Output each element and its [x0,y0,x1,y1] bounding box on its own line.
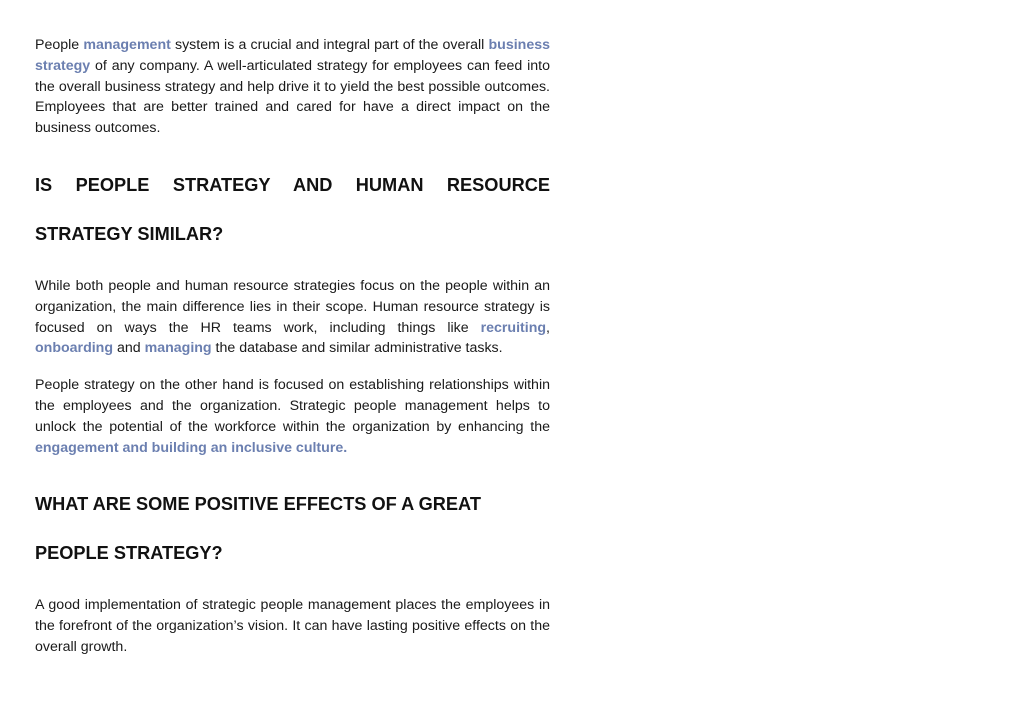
intro-paragraph [35,35,550,139]
onboarding-link[interactable]: onboarding [35,340,114,357]
text-segment: system is a crucial and integral part of the overall [170,37,489,53]
text-segment: , [546,319,550,336]
managing-link[interactable]: managing [144,340,212,357]
heading-line: STRATEGY SIMILAR? [35,223,224,244]
text-segment: People [35,37,84,53]
article-body [35,35,550,658]
heading-line: IS PEOPLE STRATEGY AND HUMAN RESOURCE [35,174,550,195]
text-segment: While both people and human resource strategies focus on the people within an organization, the main difference lies in their scope. Human resource strategy is focused on ways the HR teams work, including things like [35,277,550,336]
hr-strategy-paragraph [35,276,550,359]
text-segment: and [113,340,145,357]
people-strategy-paragraph [35,375,550,458]
text-segment: of any company. A well-articulated strategy for employees can feed into the overall business strategy and help drive it to yield the best possible outcomes. Employees that are better trained and cared for have a direct impact on the business outcomes. [35,57,550,137]
heading-line: PEOPLE STRATEGY? [35,543,223,564]
text-segment: People strategy on the other hand is focused on establishing relationships within the employees and the organization. Strategic people management helps to unlock the potential of the workforce within the organization by enhancing the [35,377,550,435]
implementation-paragraph [35,595,550,657]
business-strategy-link[interactable]: business strategy [35,37,550,74]
text-segment: A good implementation of strategic people management places the employees in the forefront of the organization’s vision. It can have lasting positive effects on the overall growth. [35,597,550,655]
section-heading-people-vs-hr [35,161,550,259]
text-segment: the database and similar administrative tasks. [211,340,503,357]
engagement-culture-link[interactable]: engagement and building an inclusive culture. [35,439,348,456]
heading-line: WHAT ARE SOME POSITIVE EFFECTS OF A GREAT [35,494,481,515]
recruiting-link[interactable]: recruiting [480,319,547,336]
section-heading-positive-effects [35,480,550,578]
management-link[interactable]: management [83,37,171,53]
